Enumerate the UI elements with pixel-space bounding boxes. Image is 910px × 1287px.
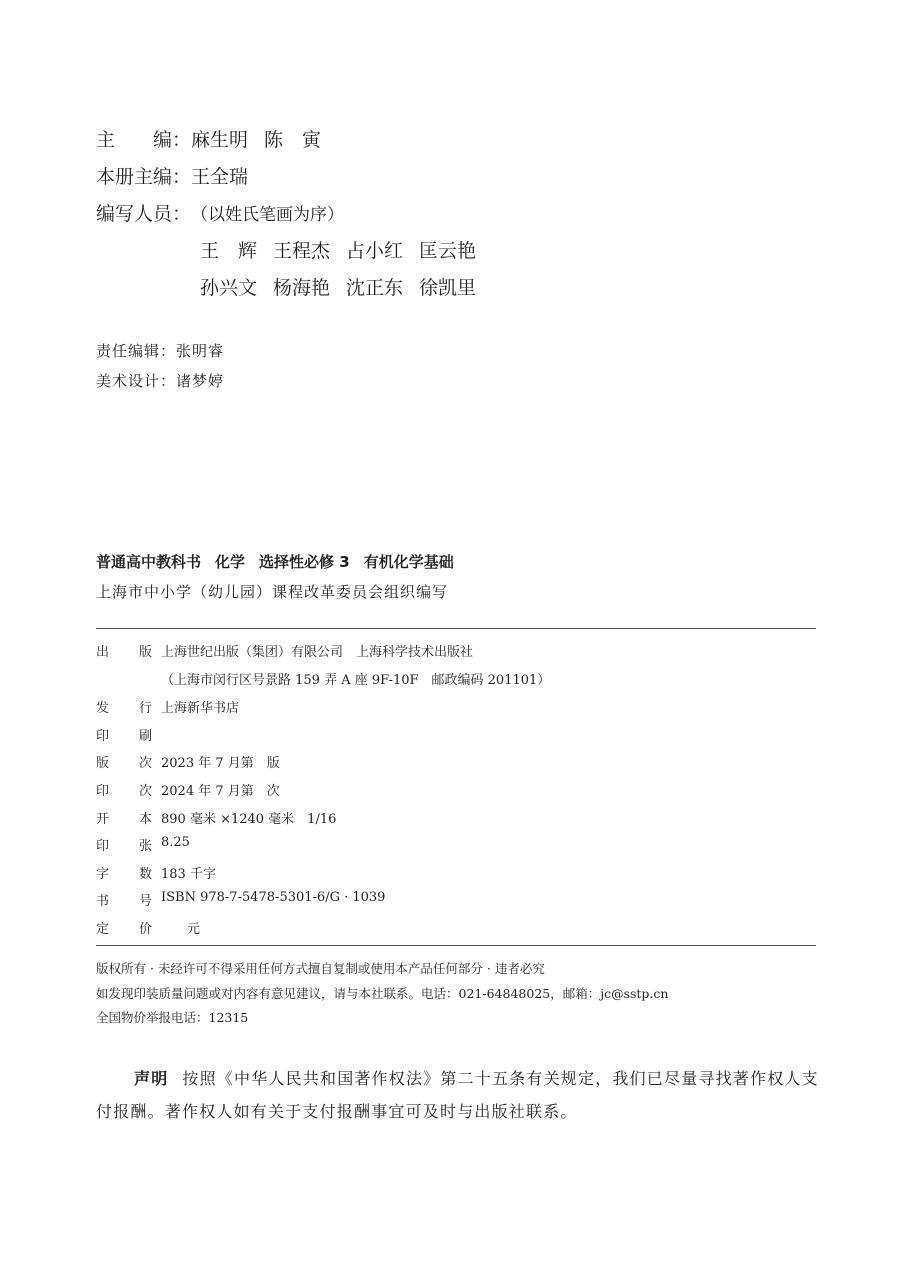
writer-name: 占小红 bbox=[346, 240, 404, 262]
writer-name: 匡云艳 bbox=[419, 240, 477, 262]
info-key: 定 价 bbox=[96, 922, 152, 937]
info-key: 印 次 bbox=[96, 784, 152, 799]
info-key: 开 本 bbox=[96, 812, 152, 827]
writers-order-note: （以姓氏笔画为序） bbox=[191, 205, 345, 225]
info-value: 上海世纪出版（集团）有限公司 上海科学技术出版社 bbox=[161, 645, 474, 660]
info-value: 183 千字 bbox=[161, 867, 216, 882]
writer-name: 王程杰 bbox=[273, 240, 331, 262]
book-module: 选择性必修 3 bbox=[259, 553, 350, 571]
copyright-notice bbox=[96, 1062, 820, 1128]
info-key: 印 张 bbox=[96, 839, 152, 854]
writer-name: 沈正东 bbox=[346, 277, 404, 299]
writer-name: 王 辉 bbox=[200, 240, 258, 262]
book-series: 普通高中教科书 bbox=[96, 553, 202, 571]
info-value: 2024 年 7 月第 次 bbox=[161, 784, 280, 799]
book-subject: 化学 bbox=[215, 553, 246, 571]
copyright-line: 版权所有 · 未经许可不得采用任何方式擅自复制或使用本产品任何部分 · 违者必究 bbox=[96, 961, 545, 976]
chief-editor-row bbox=[96, 131, 337, 150]
info-key: 发 行 bbox=[96, 701, 152, 716]
info-key: 字 数 bbox=[96, 867, 152, 882]
info-value: 8.25 bbox=[161, 835, 190, 850]
book-title bbox=[96, 551, 468, 572]
chief-editor-names bbox=[191, 129, 337, 151]
chief-editor-label: 主 编： bbox=[96, 129, 192, 151]
price: 元 bbox=[161, 922, 201, 937]
info-key: 出 版 bbox=[96, 645, 152, 660]
volume-editor-names bbox=[191, 166, 264, 188]
publisher-address: （上海市闵行区号景路 159 弄 A 座 9F-10F 邮政编码 201101） bbox=[161, 673, 551, 688]
isbn: ISBN 978-7-5478-5301-6/G · 1039 bbox=[161, 890, 386, 905]
writer-name: 孙兴文 bbox=[200, 277, 258, 299]
info-value: 2023 年 7 月第 版 bbox=[161, 756, 280, 771]
notice-body: 按照《中华人民共和国著作权法》第二十五条有关规定，我们已尽量寻找著作权人支付报酬。著作权人如有关于支付报酬事宜可及时与出版社联系。 bbox=[96, 1069, 819, 1121]
info-key: 印 刷 bbox=[96, 729, 152, 744]
art-designer: 美术设计：诸梦婷 bbox=[96, 372, 225, 390]
info-value: 上海新华书店 bbox=[161, 701, 240, 716]
writers-row bbox=[96, 205, 344, 224]
info-key: 版 次 bbox=[96, 756, 152, 771]
bottom-divider bbox=[96, 945, 816, 946]
writers-label: 编写人员： bbox=[96, 203, 192, 225]
top-divider bbox=[96, 628, 816, 629]
editor-name: 王全瑞 bbox=[191, 166, 249, 188]
editor-name: 陈 寅 bbox=[264, 129, 322, 151]
writers-names-row-1 bbox=[200, 242, 492, 261]
writers-names-row-2 bbox=[200, 279, 492, 298]
info-key: 书 号 bbox=[96, 894, 152, 909]
contact-line: 如发现印装质量问题或对内容有意见建议，请与本社联系。电话：021-64848025，邮箱：jc@sstp.cn bbox=[96, 986, 669, 1001]
volume-editor-row bbox=[96, 168, 264, 187]
book-topic: 有机化学基础 bbox=[363, 553, 454, 571]
info-value: 890 毫米 ×1240 毫米 1/16 bbox=[161, 812, 337, 827]
price-report-line: 全国物价举报电话：12315 bbox=[96, 1010, 249, 1025]
editor-name: 麻生明 bbox=[191, 129, 249, 151]
writer-name: 杨海艳 bbox=[273, 277, 331, 299]
compiler-line: 上海市中小学（幼儿园）课程改革委员会组织编写 bbox=[96, 583, 449, 601]
responsible-editor: 责任编辑：张明睿 bbox=[96, 342, 225, 360]
writer-name: 徐凯里 bbox=[419, 277, 477, 299]
volume-editor-label: 本册主编： bbox=[96, 166, 192, 188]
notice-heading: 声明 bbox=[134, 1069, 169, 1088]
